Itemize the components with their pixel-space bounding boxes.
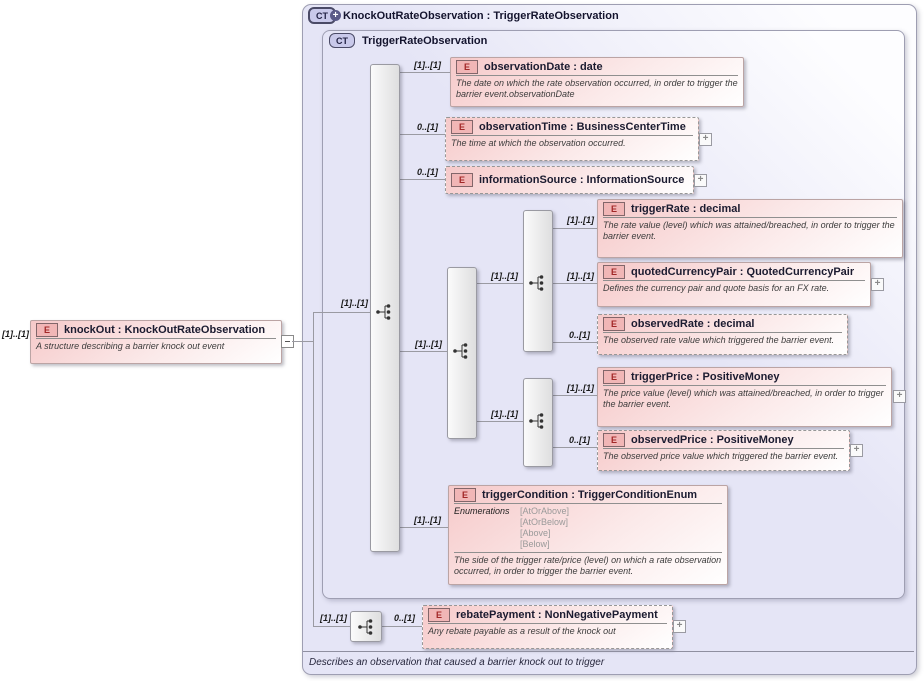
element-description: The observed rate value which triggered the barrier event. [603,335,835,345]
sequence-icon [374,302,394,322]
expand-toggle-icon[interactable]: + [850,444,863,457]
element-quotedcurrencypair[interactable] [597,262,871,307]
element-icon: E [603,265,625,279]
connector-line [380,626,422,627]
cardinality-label: [1]..[1] [341,298,368,308]
divider [603,332,842,333]
element-title: informationSource : InformationSource [479,173,685,186]
connector-line [398,527,448,528]
complextype-description: Describes an observation that caused a barrier knock out to trigger [309,657,605,668]
cardinality-label: [1]..[1] [567,383,594,393]
element-title: triggerCondition : TriggerConditionEnum [482,488,698,501]
expand-toggle-icon[interactable]: + [699,133,712,146]
divider [454,552,722,553]
complextype-title: KnockOutRateObservation : TriggerRateObservation [343,9,619,22]
cardinality-label: [1]..[1] [414,515,441,525]
divider [303,651,914,652]
connector-line [551,447,597,448]
complextype-badge[interactable] [308,7,339,24]
element-observationdate[interactable] [450,57,744,107]
element-observedprice[interactable] [597,430,850,471]
connector-line [398,72,450,73]
sequence-icon [356,617,376,637]
divider [603,385,886,386]
element-knockout[interactable] [30,320,282,364]
ct-badge-label: CT [316,10,328,21]
connector-line [475,283,523,284]
base-type-header [329,33,487,48]
complextype-header [308,7,619,24]
divider [456,75,738,76]
cardinality-label: 0..[1] [417,122,439,132]
element-observationtime[interactable] [445,117,699,161]
element-icon: E [603,202,625,216]
divider [454,503,722,504]
element-triggercondition[interactable] [448,485,728,585]
divider [451,135,693,136]
element-title: knockOut : KnockOutRateObservation [64,323,266,336]
cardinality-label: [1]..[1] [320,613,347,623]
element-description: The observed price value which triggered the barrier event. [603,451,839,461]
element-description: Any rebate payable as a result of the knock out [428,626,616,636]
cardinality-label: [1]..[1] [567,215,594,225]
element-icon: E [454,488,476,502]
element-title: rebatePayment : NonNegativePayment [456,608,658,621]
expand-toggle-icon[interactable]: + [893,390,906,403]
enumeration-value: [AtOrAbove] [520,506,570,516]
element-triggerprice[interactable] [597,367,892,427]
connector-line [551,395,597,396]
base-type-title: TriggerRateObservation [362,34,488,47]
cardinality-label: [1]..[1] [491,409,518,419]
divider [36,338,276,339]
enumerations-section [449,505,727,550]
cardinality-label: 0..[1] [417,167,439,177]
element-title: observationDate : date [484,60,603,73]
enumerations-label: Enumerations [454,506,510,516]
element-description: The time at which the observation occurred. [451,138,626,148]
element-icon: E [603,433,625,447]
connector-line [551,228,597,229]
enumeration-value: [Below] [520,538,550,549]
connector-line [398,134,445,135]
divider [428,623,667,624]
enumeration-values [520,506,569,550]
element-title: observationTime : BusinessCenterTime [479,120,686,133]
expand-toggle-icon[interactable]: + [871,278,884,291]
element-icon: E [456,60,478,74]
enumeration-value: [Above] [520,527,551,538]
expand-toggle-icon[interactable]: + [694,174,707,187]
connector-line [551,342,597,343]
extension-plus-icon[interactable]: + [330,10,341,21]
element-description: Defines the currency pair and quote basis for an FX rate. [603,283,830,293]
cardinality-label: 0..[1] [569,330,591,340]
connector-line [475,421,523,422]
ct-badge-label: CT [336,35,348,46]
element-icon: E [428,608,450,622]
divider [603,448,844,449]
element-title: triggerRate : decimal [631,202,741,215]
cardinality-label: [1]..[1] [567,271,594,281]
element-icon: E [451,173,473,187]
connector-line [551,283,597,284]
element-icon: E [603,317,625,331]
enumeration-value: [AtOrBelow] [520,516,569,527]
cardinality-label: [1]..[1] [415,339,442,349]
element-description: The side of the trigger rate/price (level) on which a rate observation occurred, in order to trigger the barrier event. [454,554,722,576]
element-title: observedRate : decimal [631,317,755,330]
connector-line [398,351,447,352]
base-type-badge[interactable] [329,33,355,48]
connector-line [313,626,350,627]
connector-line [398,179,445,180]
element-icon: E [36,323,58,337]
element-title: triggerPrice : PositiveMoney [631,370,780,383]
cardinality-label: 0..[1] [569,435,591,445]
cardinality-label: [1]..[1] [491,271,518,281]
cardinality-label: 0..[1] [394,613,416,623]
element-icon: E [603,370,625,384]
element-informationsource[interactable] [445,166,694,194]
cardinality-label: [1]..[1] [2,329,29,339]
element-triggerrate[interactable] [597,199,903,258]
sequence-group-icon-box[interactable] [350,611,382,642]
connector-line [313,312,314,627]
expand-toggle-icon[interactable]: + [673,620,686,633]
sequence-icon [527,411,547,431]
element-rebatepayment[interactable] [422,605,673,649]
divider [603,280,865,281]
cardinality-label: [1]..[1] [414,60,441,70]
sequence-icon [527,273,547,293]
connector-line [292,341,313,342]
choice-icon [451,341,471,361]
element-icon: E [451,120,473,134]
element-observedrate[interactable] [597,314,848,355]
connector-line [313,312,371,313]
element-description: The price value (level) which was attained/breached, in order to trigger the barrier event. [603,388,884,409]
divider [603,217,897,218]
element-title: observedPrice : PositiveMoney [631,433,794,446]
element-description: The date on which the rate observation occurred, in order to trigger the barrier event.observationDate [456,78,738,99]
element-title: quotedCurrencyPair : QuotedCurrencyPair [631,265,855,278]
element-description: The rate value (level) which was attained/breached, in order to trigger the barrier event. [603,220,895,241]
element-description: A structure describing a barrier knock out event [36,341,225,351]
